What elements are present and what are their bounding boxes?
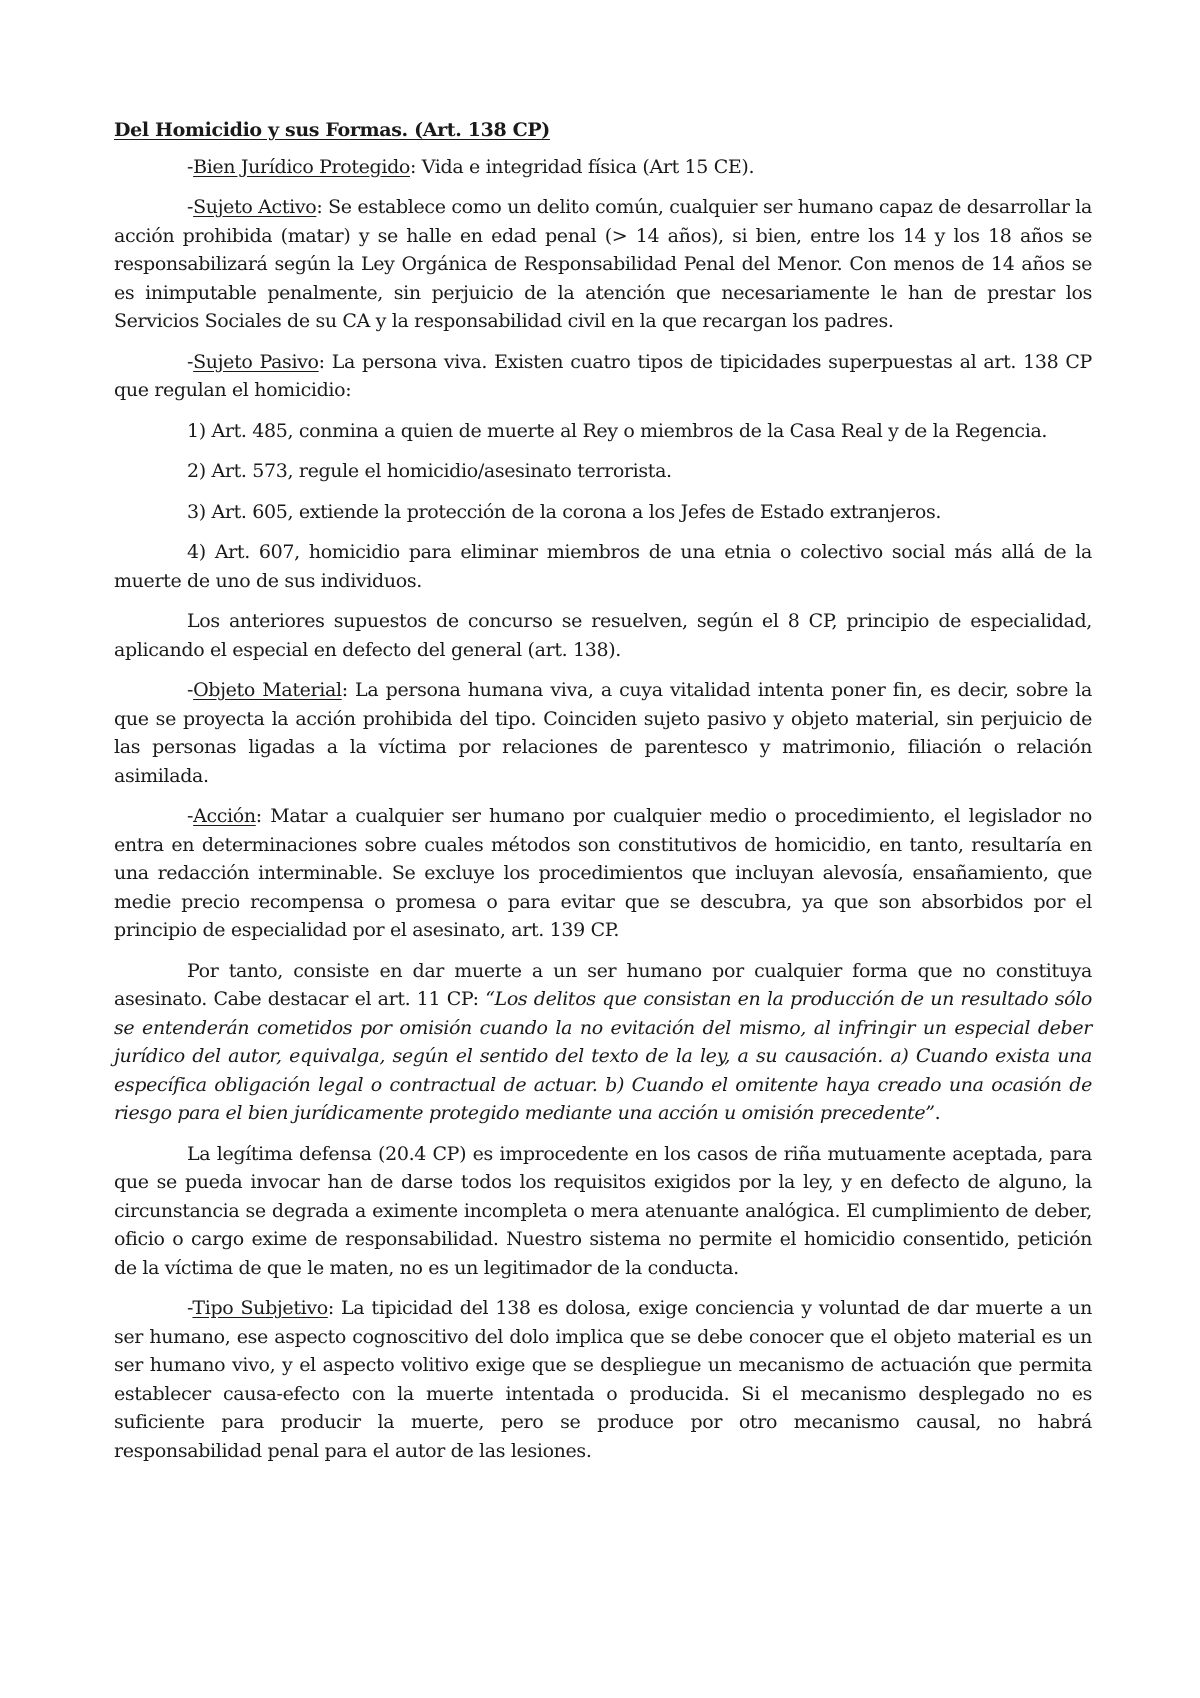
term-objeto-material: Objeto Material <box>193 679 342 701</box>
term-tipo-subjetivo: Tipo Subjetivo <box>192 1297 328 1319</box>
paragraph-text: : La tipicidad del 138 es dolosa, exige conciencia y voluntad de dar muerte a un ser humano, ese aspecto cognoscitivo del dolo implica que se debe conocer que el objeto material es un ser humano vivo, y el aspecto volitivo exige que se despliegue un mecanismo de actuación que permita establecer causa-efecto con la muerte intentada o producida. Si el mecanismo desplegado no es suficiente para producir la muerte, pero se produce por otro mecanismo causal, no habrá responsabilidad penal para el autor de las lesiones. <box>114 1297 1092 1462</box>
paragraph-sujeto-pasivo <box>114 348 1092 405</box>
paragraph-bien-juridico <box>114 153 1092 182</box>
list-item-art-607: 4) Art. 607, homicidio para eliminar miembros de una etnia o colectivo social más allá de la muerte de uno de sus individuos. <box>114 541 1092 592</box>
document-title: Del Homicidio y sus Formas. (Art. 138 CP) <box>114 119 550 141</box>
paragraph-text: : La persona viva. Existen cuatro tipos de tipicidades superpuestas al art. 138 CP que regulan el homicidio: <box>114 350 1092 401</box>
paragraph-text: : La persona humana viva, a cuya vitalidad intenta poner fin, es decir, sobre la que se proyecta la acción prohibida del tipo. Coinciden sujeto pasivo y objeto material, sin perjuicio de las personas ligadas a la víctima por relaciones de parentesco y matrimonio, filiación o relación asimilada. <box>114 679 1093 787</box>
dash: - <box>187 679 194 701</box>
paragraph-end: . <box>934 1102 941 1124</box>
paragraph-concurso: Los anteriores supuestos de concurso se resuelven, según el 8 CP, principio de especialidad, aplicando el especial en defecto del general (art. 138). <box>114 610 1092 661</box>
dash: - <box>187 155 194 178</box>
paragraph-por-tanto <box>114 957 1092 1128</box>
paragraph-tipo-subjetivo <box>114 1294 1092 1465</box>
list-item-art-573: 2) Art. 573, regule el homicidio/asesinato terrorista. <box>187 460 672 482</box>
term-accion: Acción <box>193 805 256 827</box>
dash: - <box>187 196 194 218</box>
dash: - <box>187 805 194 827</box>
dash: - <box>187 350 194 373</box>
term-sujeto-activo: Sujeto Activo <box>193 196 317 218</box>
dash: - <box>187 1297 193 1319</box>
list-item-art-485: 1) Art. 485, conmina a quien de muerte al Rey o miembros de la Casa Real y de la Regencia. <box>187 419 1048 442</box>
term-bien-juridico: Bien Jurídico Protegido <box>193 155 410 178</box>
term-sujeto-pasivo: Sujeto Pasivo <box>193 350 319 373</box>
paragraph-text: : Se establece como un delito común, cualquier ser humano capaz de desarrollar la acción prohibida (matar) y se halle en edad penal (> 14 años), si bien, entre los 14 y los 18 años se responsabilizará según la Ley Orgánica de Responsabilidad Penal del Menor. Con menos de 14 años se es inimputable penalmente, sin perjuicio de la atención que necesariamente le han de prestar los Servicios Sociales de su CA y la responsabilidad civil en la que recargan los padres. <box>114 196 1093 332</box>
paragraph-legitima-defensa: La legítima defensa (20.4 CP) es improcedente en los casos de riña mutuamente aceptada, para que se pueda invocar han de darse todos los requisitos exigidos por la ley, y en defecto de alguno, la circunstancia se degrada a eximente incompleta o mera atenuante analógica. El cumplimiento de deber, oficio o cargo exime de responsabilidad. Nuestro sistema no permite el homicidio consentido, petición de la víctima de que le maten, no es un legitimador de la conducta. <box>114 1142 1092 1279</box>
paragraph-sujeto-activo <box>114 193 1092 336</box>
legal-quote-art-11: “Los delitos que consistan en la producción de un resultado sólo se entenderán cometidos por omisión cuando la no evitación del mismo, al infringir un especial deber jurídico del autor, equivalga, según el sentido del texto de la ley, a su causación. a) Cuando exista una específica obligación legal o contractual de actuar. b) Cuando el omitente haya creado una ocasión de riesgo para el bien jurídicamente protegido mediante una acción u omisión precedente” <box>114 988 1092 1124</box>
paragraph-text: Por tanto, consiste en dar muerte a un ser humano por cualquier forma que no constituya asesinato. Cabe destacar el art. 11 CP: <box>114 959 1092 1010</box>
paragraph-objeto-material <box>114 676 1092 790</box>
paragraph-text: : Vida e integridad física (Art 15 CE). <box>410 155 755 178</box>
paragraph-text: : Matar a cualquier ser humano por cualquier medio o procedimiento, el legislador no entra en determinaciones sobre cuales métodos son constitutivos de homicidio, en tanto, resultaría en una redacción interminable. Se excluye los procedimientos que incluyan alevosía, ensañamiento, que medie precio recompensa o promesa o para evitar que se descubra, ya que son absorbidos por el principio de especialidad por el asesinato, art. 139 CP. <box>114 805 1092 941</box>
list-item-art-605: 3) Art. 605, extiende la protección de la corona a los Jefes de Estado extranjeros. <box>187 500 942 523</box>
paragraph-accion <box>114 802 1092 945</box>
